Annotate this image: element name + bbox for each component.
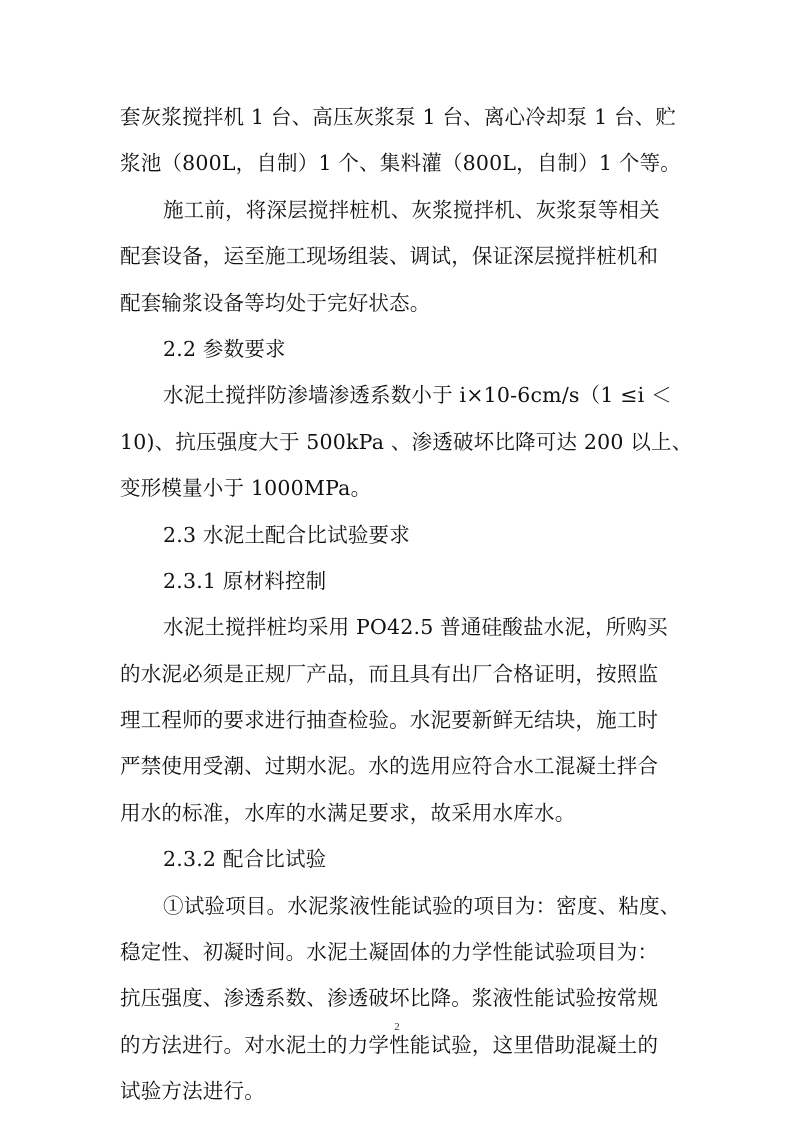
text-line: 抗压强度、渗透系数、渗透破坏比降。浆液性能试验按常规 xyxy=(120,986,659,1011)
text-line: 10)、抗压强度大于 500kPa 、渗透破坏比降可达 200 以上、 xyxy=(120,429,693,454)
text-line: 浆池（800L，自制）1 个、集料灌（800L，自制）1 个等。 xyxy=(120,151,681,176)
text-line: 配套设备，运至施工现场组装、调试，保证深层搅拌桩机和 xyxy=(120,244,659,269)
text-line: 试验方法进行。 xyxy=(120,1079,265,1104)
section-heading-2-2: 2.2 参数要求 xyxy=(163,336,286,361)
text-line: 理工程师的要求进行抽查检验。水泥要新鲜无结块，施工时 xyxy=(120,708,659,733)
section-heading-2-3-2: 2.3.2 配合比试验 xyxy=(163,847,327,872)
text-line: 的方法进行。对水泥土的力学性能试验，这里借助混凝土的 xyxy=(120,1032,659,1057)
text-line: 严禁使用受潮、过期水泥。水的选用应符合水工混凝土拌合 xyxy=(120,754,659,779)
paragraph-start-line: 水泥土搅拌桩均采用 PO42.5 普通硅酸盐水泥，所购买 xyxy=(163,615,668,640)
text-line: 配套输浆设备等均处于完好状态。 xyxy=(120,290,431,315)
page-number: 2 xyxy=(394,1021,400,1033)
text-line: 套灰浆搅拌机 1 台、高压灰浆泵 1 台、离心冷却泵 1 台、贮 xyxy=(120,105,677,129)
text-line: 变形模量小于 1000MPa。 xyxy=(120,476,372,501)
body-text xyxy=(120,94,700,1115)
text-line: 的水泥必须是正规厂产品，而且具有出厂合格证明，按照监 xyxy=(120,661,659,686)
paragraph-start-line: 施工前，将深层搅拌桩机、灰浆搅拌机、灰浆泵等相关 xyxy=(163,197,660,222)
paragraph-start-line: ①试验项目。水泥浆液性能试验的项目为：密度、粘度、 xyxy=(163,893,681,918)
section-heading-2-3-1: 2.3.1 原材料控制 xyxy=(163,568,327,593)
paragraph-start-line: 水泥土搅拌防渗墙渗透系数小于 i×10-6cm/s（1 ≤i ＜ xyxy=(163,383,672,408)
section-heading-2-3: 2.3 水泥土配合比试验要求 xyxy=(163,522,410,547)
text-line: 稳定性、初凝时间。水泥土凝固体的力学性能试验项目为： xyxy=(120,940,659,965)
text-line: 用水的标准，水库的水满足要求，故采用水库水。 xyxy=(120,800,576,825)
